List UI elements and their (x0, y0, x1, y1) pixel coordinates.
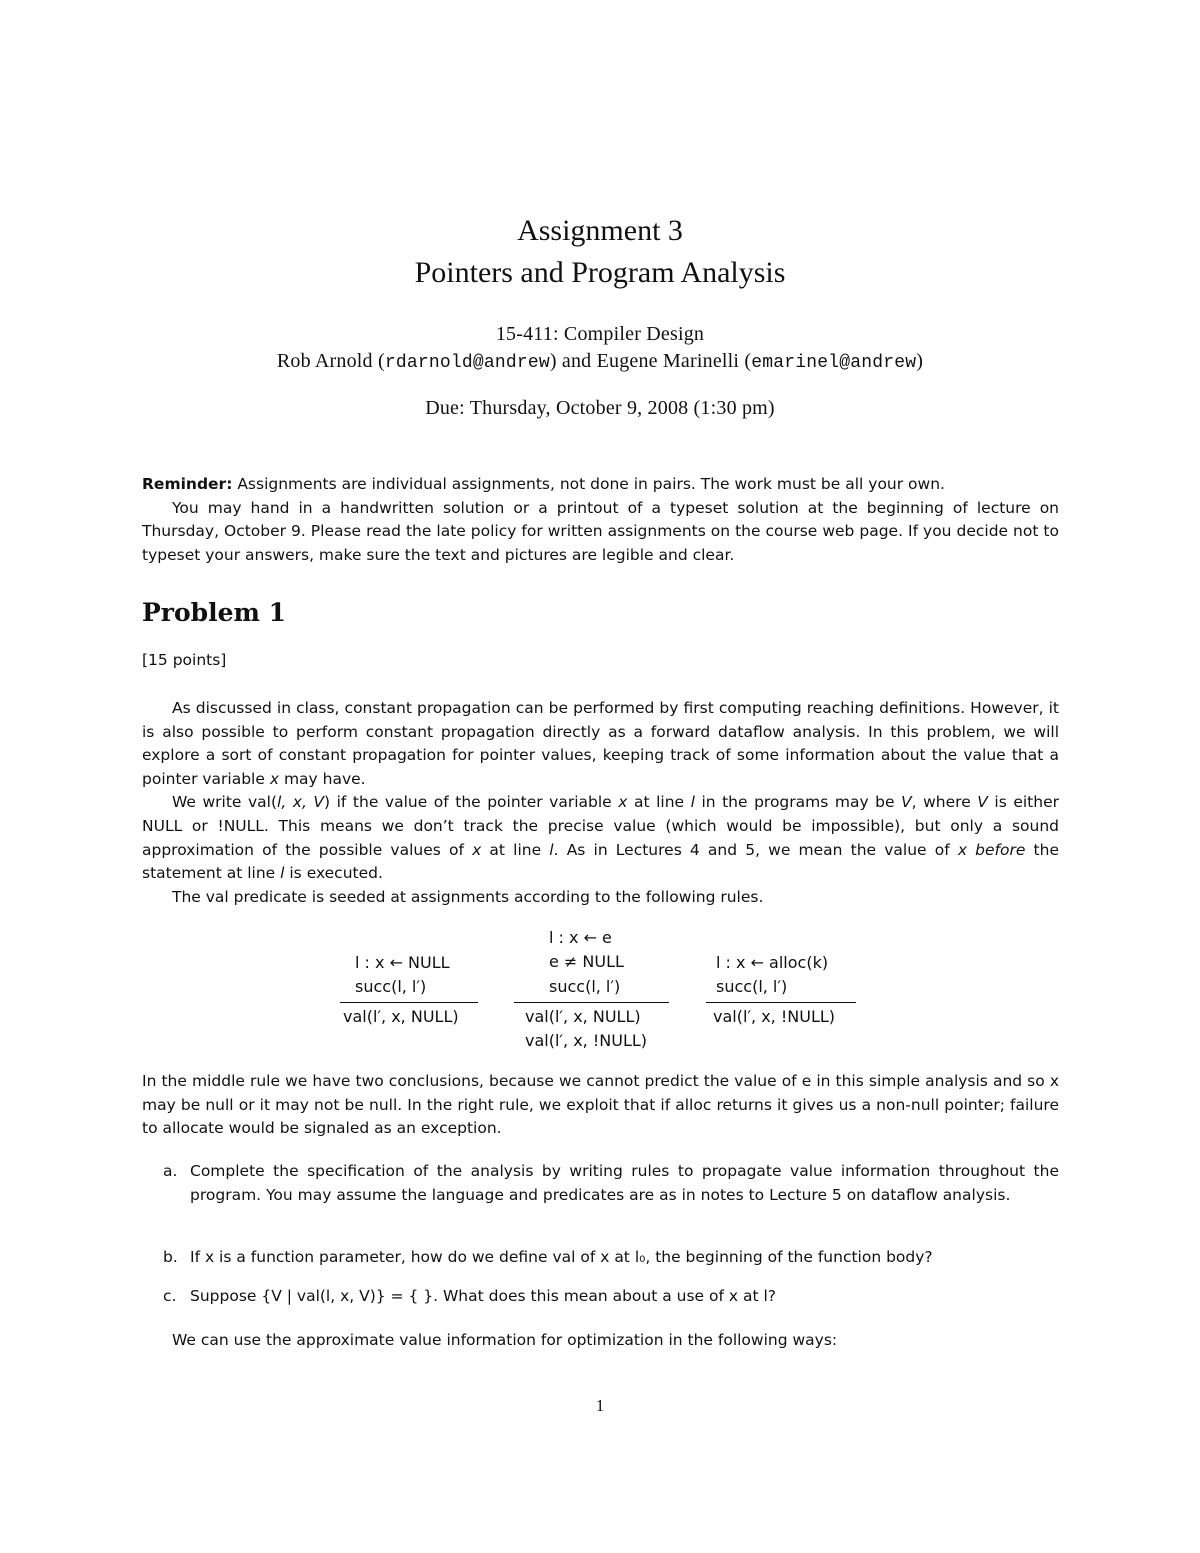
list-item-text: Complete the specification of the analysis by writing rules to propagate value information throughout the program. You may assume the language and predicates are as in notes to Lecture 5 on dataflow analysis. (190, 1162, 1059, 1204)
inference-rules (0, 925, 1200, 1055)
due-date: Due: Thursday, October 9, 2008 (1:30 pm) (425, 397, 775, 419)
rule3-conclusion: val(l′, x, !NULL) (713, 1007, 836, 1026)
list-item (163, 1160, 1059, 1207)
authors-suffix: ) (916, 350, 924, 372)
reminder-text-2: You may hand in a handwritten solution or a printout of a typeset solution at the beginning of lecture on Thursday, October 9. Please read the late policy for written assignments on the course web page. If you decide not to typeset your answers, make sure the text and pictures are legible and clear. (142, 498, 1059, 564)
rule2-conclusion-1: val(l′, x, NULL) (525, 1007, 641, 1026)
rule3-premise-1: l : x ← alloc(k) (716, 953, 829, 972)
document-subtitle: Pointers and Program Analysis (414, 256, 786, 289)
rule2-conclusion-2: val(l′, x, !NULL) (525, 1031, 648, 1050)
list-item-marker: a. (163, 1162, 178, 1180)
rule1-conclusion: val(l′, x, NULL) (343, 1007, 459, 1026)
problem-1-intro (142, 697, 1059, 909)
list-item-marker: b. (163, 1248, 178, 1266)
reminder-text-1: Assignments are individual assignments, not done in pairs. The work must be all your own. (232, 475, 945, 493)
rule3-premise-2: succ(l, l′) (716, 977, 788, 996)
list-item-text: If x is a function parameter, how do we define val of x at l₀, the beginning of the function body? (190, 1248, 933, 1266)
rule2-premise-2: succ(l, l′) (549, 977, 621, 996)
authors-middle: ) and Eugene Marinelli ( (549, 350, 752, 372)
problem-1-heading: Problem 1 (142, 598, 287, 627)
list-item (163, 1285, 1059, 1309)
reminder-label: Reminder: (142, 475, 233, 493)
page-number: 1 (595, 1396, 605, 1415)
rule2-premise-1: e ≠ NULL (549, 952, 624, 971)
var-x: x (269, 769, 280, 788)
optimization-intro: We can use the approximate value information for optimization in the following ways: (172, 1331, 838, 1349)
rule3-line (706, 1002, 856, 1003)
rules-intro: The val predicate is seeded at assignments according to the following rules. (172, 887, 764, 906)
list-item-text: Suppose {V | val(l, x, V)} = { }. What does this mean about a use of x at l? (190, 1287, 777, 1305)
intro-paragraph-end: may have. (279, 769, 366, 788)
authors-line (0, 350, 1200, 373)
rule1-premise-2: succ(l, l′) (355, 977, 427, 996)
author-email-2: emarinel@andrew (751, 353, 917, 373)
val-definition-paragraph: We write val(l, x, V) if the value of the pointer variable x at line l in the programs may be V, where V is either NULL or !NULL. This means we don’t track the precise value (which would be impossible), but only a sound approximation of the possible values of x at line l. As in Lectures 4 and 5, we mean the value of x before the statement at line l is executed. (142, 793, 1059, 883)
intro-paragraph: As discussed in class, constant propagation can be performed by first computing reaching definitions. However, it is also possible to perform constant propagation directly as a forward dataflow analysis. In this problem, we will explore a sort of constant propagation for pointer values, keeping track of some information about the value that a pointer variable (142, 699, 1059, 788)
rules-explanation: In the middle rule we have two conclusions, because we cannot predict the value of e in this simple analysis and so x may be null or it may not be null. In the right rule, we exploit that if alloc returns it gives us a non-null pointer; failure to allocate would be signaled as an exception. (142, 1072, 1059, 1138)
rule1-premise-1: l : x ← NULL (355, 953, 450, 972)
reminder-section (142, 473, 1059, 567)
authors-prefix: Rob Arnold ( (276, 350, 385, 372)
list-item (163, 1246, 1059, 1270)
rule1-line (340, 1002, 478, 1003)
author-email-1: rdarnold@andrew (384, 353, 550, 373)
rule2-premise-0: l : x ← e (549, 928, 612, 947)
document-title: Assignment 3 (517, 214, 683, 247)
list-item-marker: c. (163, 1287, 177, 1305)
problem-1-points: [15 points] (142, 651, 227, 669)
rule2-line (514, 1002, 669, 1003)
course-name: 15-411: Compiler Design (495, 323, 705, 345)
